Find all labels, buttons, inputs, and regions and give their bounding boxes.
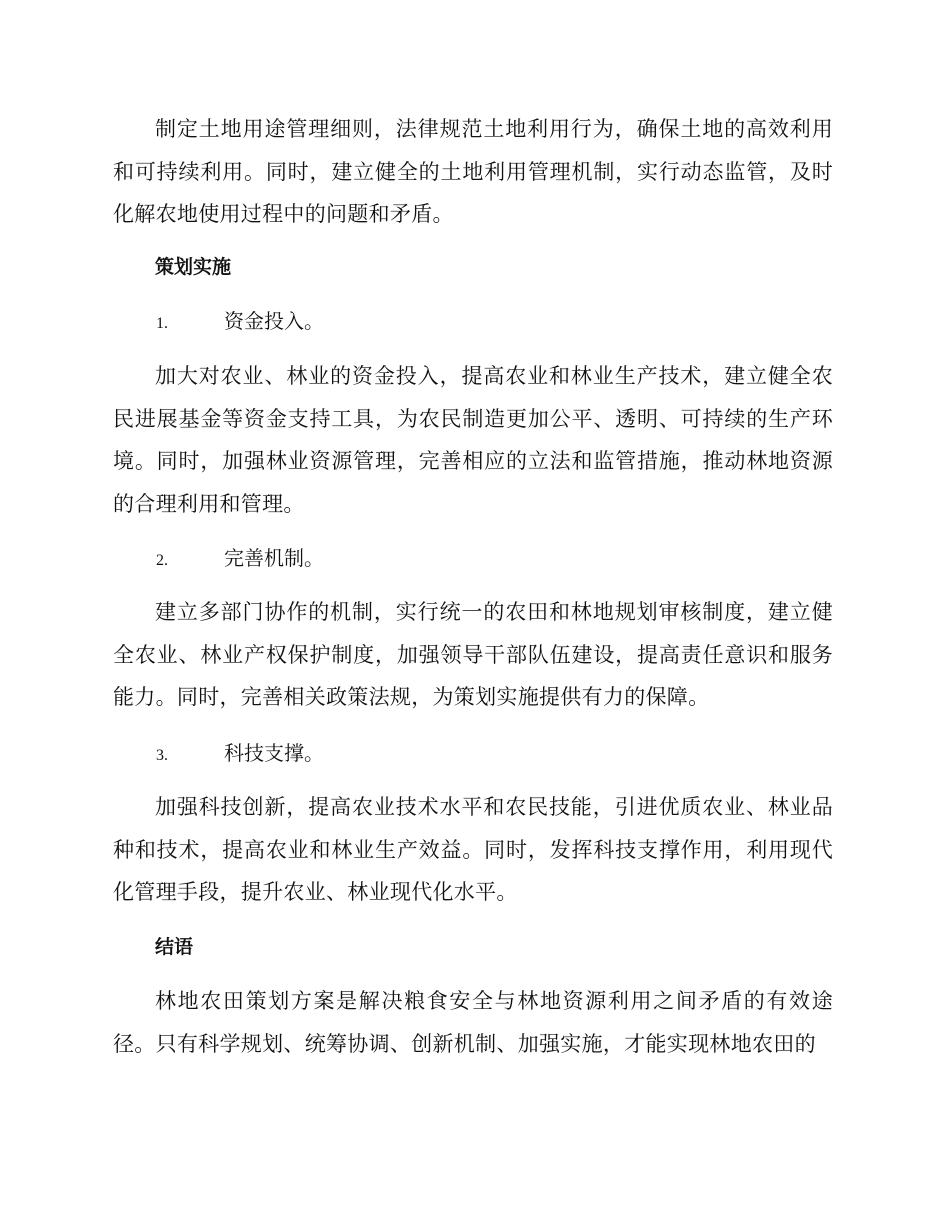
section-heading-implementation: 策划实施 <box>155 256 232 278</box>
list-number: 3. <box>156 747 168 764</box>
list-title: 资金投入。 <box>224 309 324 333</box>
list-item-2 <box>113 543 876 576</box>
list-item-3 <box>113 738 876 771</box>
list-item-1 <box>113 306 876 339</box>
section-heading-conclusion: 结语 <box>155 936 194 958</box>
list-title: 科技支撑。 <box>224 741 324 765</box>
list-title: 完善机制。 <box>224 546 324 570</box>
item-3-paragraph: 加强科技创新，提高农业技术水平和农民技能，引进优质农业、林业品种和技术，提高农业和林业生产效益。同时，发挥科技支撑作用，利用现代化管理手段，提升农业、林业现代化水平。 <box>113 795 833 904</box>
list-number: 1. <box>156 315 168 332</box>
list-number: 2. <box>156 552 168 569</box>
item-1-paragraph: 加大对农业、林业的资金投入，提高农业和林业生产技术，建立健全农民进展基金等资金支持工具，为农民制造更加公平、透明、可持续的生产环境。同时，加强林业资源管理，完善相应的立法和监管措施，推动林地资源的合理利用和管理。 <box>113 364 833 516</box>
item-2-paragraph: 建立多部门协作的机制，实行统一的农田和林地规划审核制度，建立健全农业、林业产权保护制度，加强领导干部队伍建设，提高责任意识和服务能力。同时，完善相关政策法规，为策划实施提供有力的保障。 <box>113 600 833 709</box>
intro-paragraph: 制定土地用途管理细则，法律规范土地利用行为，确保土地的高效利用和可持续利用。同时，建立健全的土地利用管理机制，实行动态监管，及时化解农地使用过程中的问题和矛盾。 <box>113 117 833 226</box>
conclusion-paragraph: 林地农田策划方案是解决粮食安全与林地资源利用之间矛盾的有效途径。只有科学规划、统筹协调、创新机制、加强实施，才能实现林地农田的 <box>113 989 833 1056</box>
